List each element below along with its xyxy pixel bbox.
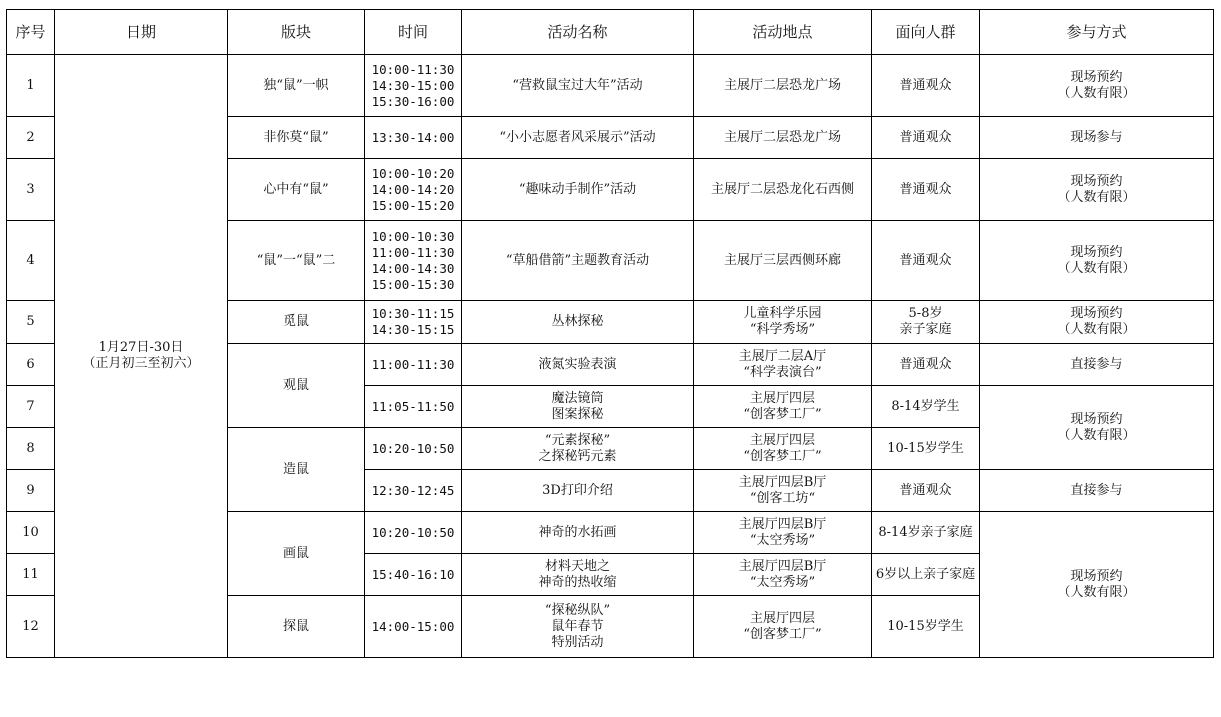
activity-location (694, 117, 872, 159)
activity-name-line: “探秘纵队” (544, 602, 611, 618)
participation-method-line: （人数有限） (1057, 584, 1136, 600)
time-slots-line: 13:30-14:00 (371, 129, 455, 145)
section-name (228, 301, 365, 344)
activity-location (694, 428, 872, 470)
participation-method-line: 直接参与 (1070, 482, 1123, 498)
section-name (228, 159, 365, 221)
participation-method (980, 512, 1214, 658)
participation-method-line: （人数有限） (1057, 260, 1136, 276)
target-audience (872, 512, 980, 554)
activity-location (694, 386, 872, 428)
header-location: 活动地点 (694, 10, 872, 55)
section-name-line: 心中有“鼠” (263, 181, 329, 197)
target-audience (872, 428, 980, 470)
row-number: 9 (7, 470, 55, 512)
activity-location (694, 159, 872, 221)
activity-location-line: “太空秀场” (749, 532, 816, 548)
activity-name (462, 428, 694, 470)
target-audience (872, 55, 980, 117)
section-name-line: 观鼠 (282, 377, 309, 393)
time-slots-line: 11:05-11:50 (371, 398, 455, 414)
header-audience: 面向人群 (872, 10, 980, 55)
activity-location-line: 主展厅四层 (749, 610, 815, 626)
target-audience-line: 亲子家庭 (899, 322, 952, 337)
time-slots (365, 301, 462, 344)
activity-location (694, 55, 872, 117)
participation-method-line: （人数有限） (1057, 189, 1136, 205)
activity-location (694, 470, 872, 512)
participation-method-line: 现场预约 (1070, 306, 1123, 321)
section-name-line: 非你莫“鼠” (263, 129, 329, 145)
activity-location-line: 主展厅四层B厅 (738, 474, 827, 490)
target-audience-line: 普通观众 (899, 356, 952, 372)
activity-location (694, 512, 872, 554)
header-activity-name: 活动名称 (462, 10, 694, 55)
time-slots-line: 15:30-16:00 (371, 93, 455, 109)
activity-name-line: “趣味动手制作”活动 (518, 181, 637, 197)
activity-name-line: 之探秘钙元素 (538, 448, 617, 464)
participation-method (980, 117, 1214, 159)
section-name-line: 探鼠 (282, 618, 309, 634)
time-slots-line: 14:30-15:00 (371, 77, 455, 93)
section-name-line: 画鼠 (282, 545, 309, 561)
participation-method-line: 直接参与 (1070, 356, 1123, 372)
section-name (228, 117, 365, 159)
activity-name-line: 魔法镜筒 (551, 390, 604, 406)
time-slots (365, 512, 462, 554)
header-date: 日期 (55, 10, 228, 55)
activity-name (462, 301, 694, 344)
activity-location (694, 301, 872, 344)
time-slots (365, 344, 462, 386)
participation-method (980, 221, 1214, 301)
activity-name-line: 液氮实验表演 (538, 356, 617, 372)
activity-name-line: “元素探秘” (544, 432, 611, 448)
target-audience (872, 159, 980, 221)
time-slots-line: 11:00-11:30 (371, 356, 455, 372)
activity-name-line: “草船借箭”主题教育活动 (505, 252, 650, 268)
target-audience (872, 470, 980, 512)
time-slots (365, 55, 462, 117)
activity-location-line: 儿童科学乐园 (743, 306, 822, 321)
time-slots (365, 554, 462, 596)
time-slots (365, 386, 462, 428)
target-audience-line: 8-14岁亲子家庭 (878, 524, 973, 540)
activity-location-line: “科学表演台” (743, 364, 822, 380)
section-name (228, 428, 365, 512)
section-name (228, 221, 365, 301)
section-name (228, 344, 365, 428)
time-slots (365, 117, 462, 159)
time-slots-line: 10:00-11:30 (371, 61, 455, 77)
row-number: 7 (7, 386, 55, 428)
participation-method-line: 现场预约 (1070, 173, 1123, 189)
row-number: 4 (7, 221, 55, 301)
activity-location (694, 221, 872, 301)
participation-method-line: （人数有限） (1057, 427, 1136, 443)
target-audience-line: 普通观众 (899, 482, 952, 498)
activity-location (694, 554, 872, 596)
participation-method-line: 现场参与 (1070, 129, 1123, 145)
activity-location-line: 主展厅四层B厅 (738, 516, 827, 532)
time-slots-line: 14:00-15:00 (371, 618, 455, 634)
participation-method (980, 301, 1214, 344)
activity-name-line: 神奇的热收缩 (538, 574, 617, 590)
time-slots-line: 10:00-10:30 (371, 228, 455, 244)
activity-name (462, 344, 694, 386)
row-number: 3 (7, 159, 55, 221)
activity-schedule-table (6, 9, 1214, 658)
section-name (228, 512, 365, 596)
time-slots (365, 470, 462, 512)
target-audience-line: 普通观众 (899, 129, 952, 145)
time-slots-line: 10:30-11:15 (371, 306, 455, 321)
time-slots-line: 15:00-15:30 (371, 276, 455, 292)
target-audience (872, 301, 980, 344)
target-audience (872, 117, 980, 159)
activity-name (462, 596, 694, 658)
activity-location-line: “太空秀场” (749, 574, 816, 590)
participation-method-line: （人数有限） (1057, 85, 1136, 101)
header-section: 版块 (228, 10, 365, 55)
header-row (7, 10, 1214, 55)
section-name-line: “鼠”一“鼠”二 (256, 252, 336, 268)
target-audience-line: 普通观众 (899, 77, 952, 93)
target-audience-line: 6岁以上亲子家庭 (875, 566, 976, 582)
activity-location (694, 596, 872, 658)
header-participation: 参与方式 (980, 10, 1214, 55)
participation-method-line: 现场预约 (1070, 244, 1123, 260)
target-audience (872, 554, 980, 596)
time-slots-line: 10:20-10:50 (371, 524, 455, 540)
activity-location-line: 主展厅四层 (749, 390, 815, 406)
date-range (55, 55, 228, 658)
time-slots-line: 11:00-11:30 (371, 244, 455, 260)
section-name-line: 独“鼠”一帜 (263, 77, 329, 93)
activity-name-line: 图案探秘 (551, 406, 604, 422)
section-name-line: 造鼠 (282, 461, 309, 477)
activity-location-line: “创客梦工厂” (743, 448, 822, 464)
activity-location-line: “创客工坊“ (749, 490, 816, 506)
activity-location-line: “创客梦工厂” (743, 406, 822, 422)
activity-name-line: 3D打印介绍 (542, 482, 613, 498)
row-number: 10 (7, 512, 55, 554)
target-audience-line: 10-15岁学生 (887, 440, 964, 456)
section-name-line: 觅鼠 (282, 314, 309, 329)
row-number: 8 (7, 428, 55, 470)
activity-name (462, 470, 694, 512)
time-slots-line: 10:20-10:50 (371, 440, 455, 456)
activity-location-line: 主展厅三层西侧环廊 (723, 252, 841, 268)
activity-name (462, 221, 694, 301)
activity-location (694, 344, 872, 386)
section-name (228, 596, 365, 658)
row-number: 6 (7, 344, 55, 386)
activity-name-line: 材料天地之 (544, 558, 610, 574)
target-audience-line: 5-8岁 (908, 306, 943, 321)
participation-method-line: （人数有限） (1057, 322, 1136, 337)
header-no: 序号 (7, 10, 55, 55)
target-audience (872, 221, 980, 301)
activity-name (462, 554, 694, 596)
row-number: 12 (7, 596, 55, 658)
time-slots-line: 15:00-15:20 (371, 197, 455, 213)
activity-name (462, 55, 694, 117)
participation-method-line: 现场预约 (1070, 411, 1123, 427)
time-slots (365, 159, 462, 221)
time-slots-line: 10:00-10:20 (371, 165, 455, 181)
row-number: 2 (7, 117, 55, 159)
participation-method (980, 386, 1214, 470)
activity-location-line: 主展厅二层恐龙广场 (723, 129, 841, 145)
time-slots (365, 428, 462, 470)
activity-name (462, 386, 694, 428)
table-row (7, 55, 1214, 117)
activity-location-line: 主展厅四层 (749, 432, 815, 448)
target-audience (872, 386, 980, 428)
activity-name (462, 117, 694, 159)
activity-location-line: 主展厅四层B厅 (738, 558, 827, 574)
activity-location-line: 主展厅二层恐龙化石西侧 (710, 181, 854, 197)
activity-location-line: “创客梦工厂” (743, 626, 822, 642)
activity-name-line: “营救鼠宝过大年”活动 (512, 77, 643, 93)
target-audience (872, 596, 980, 658)
activity-name-line: “小小志愿者风采展示”活动 (499, 129, 656, 145)
target-audience (872, 344, 980, 386)
activity-location-line: “科学秀场” (749, 322, 816, 337)
time-slots-line: 14:00-14:20 (371, 181, 455, 197)
time-slots-line: 14:30-15:15 (371, 322, 455, 337)
activity-name-line: 特别活动 (551, 634, 604, 650)
row-number: 1 (7, 55, 55, 117)
header-time: 时间 (365, 10, 462, 55)
date-range-line: （正月初三至初六） (82, 356, 200, 371)
time-slots-line: 12:30-12:45 (371, 482, 455, 498)
participation-method (980, 159, 1214, 221)
participation-method-line: 现场预约 (1070, 69, 1123, 85)
activity-name (462, 512, 694, 554)
target-audience-line: 10-15岁学生 (887, 618, 964, 634)
time-slots (365, 596, 462, 658)
date-range-line: 1月27日-30日 (98, 340, 184, 355)
activity-location-line: 主展厅二层恐龙广场 (723, 77, 841, 93)
activity-name (462, 159, 694, 221)
participation-method (980, 344, 1214, 386)
target-audience-line: 8-14岁学生 (891, 398, 960, 414)
row-number: 5 (7, 301, 55, 344)
activity-name-line: 神奇的水拓画 (538, 524, 617, 540)
participation-method (980, 55, 1214, 117)
participation-method (980, 470, 1214, 512)
participation-method-line: 现场预约 (1070, 568, 1123, 584)
time-slots-line: 15:40-16:10 (371, 566, 455, 582)
target-audience-line: 普通观众 (899, 252, 952, 268)
activity-name-line: 丛林探秘 (551, 314, 604, 329)
target-audience-line: 普通观众 (899, 181, 952, 197)
activity-location-line: 主展厅二层A厅 (738, 348, 827, 364)
row-number: 11 (7, 554, 55, 596)
section-name (228, 55, 365, 117)
activity-name-line: 鼠年春节 (551, 618, 604, 634)
time-slots (365, 221, 462, 301)
time-slots-line: 14:00-14:30 (371, 260, 455, 276)
